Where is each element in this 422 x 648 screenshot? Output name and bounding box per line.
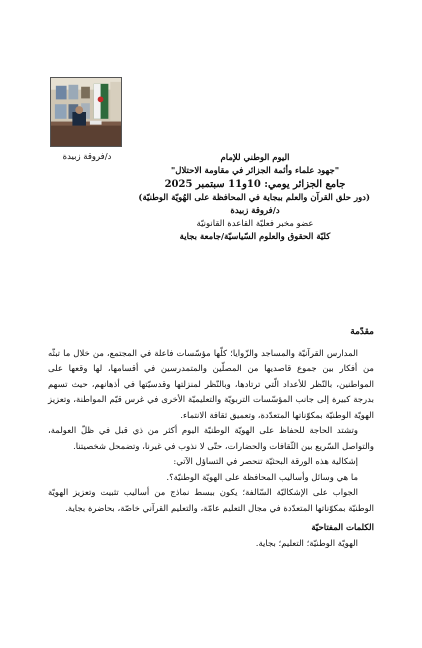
header-block	[140, 152, 370, 244]
intro-heading: مقدّمة	[350, 327, 374, 337]
conference-photo	[50, 77, 122, 147]
event-venue-date: جامع الجزائر يومي: 10و11 سبتمبر 2025	[164, 179, 346, 191]
keywords-heading: الكلمات المفتاحيّة	[311, 523, 374, 533]
paper-title: (دور حلق القرآن والعلم ببجاية في المحافظة على الهُويّة الوطنيّة)	[138, 192, 370, 203]
author-affiliation-faculty: كليّة الحقوق والعلوم السّياسيّة/جامعة بجاية	[179, 232, 331, 243]
author-affiliation-lab: عضو مخبر فعليّة القاعدة القانونيّة	[196, 219, 314, 230]
author-name: د/فروقة زبيدة	[230, 205, 280, 216]
keywords: الهويّة الوطنيّة؛ التعليم؛ بجاية.	[255, 538, 358, 549]
event-theme: "جهود علماء وأئمة الجزائر في مقاومة الاحتلال"	[170, 166, 340, 177]
research-question: ما هي وسائل وأساليب المحافظة على الهويّة الوطنيّة؟.	[166, 472, 358, 483]
photo-caption: د/فروقة زبيدة	[62, 152, 112, 162]
paragraph-need: وتشتد الحاجة للحفاظ على الهويّة الوطنيّة اليوم أكثر من ذي قبل في ظلّ العولمة، والتواصل السّريع بين الثّقافات والحضارات، حتّى لا نذوب في غيرنا، وتضمحل شخصيتنا.	[48, 426, 374, 452]
paragraph-answer: الجواب على الإشكاليّة السّالفة؛ يكون ببسط نماذج من أساليب تثبيت وتعزيز الهويّة الوطنيّة بمكوّناتها المتعدّدة في مجال التعليم عامّة، والتعليم القرآني خاصّة، بحاضرة بجاية.	[48, 488, 374, 514]
event-name: اليوم الوطني للإمام	[220, 153, 290, 163]
paragraph-problem: إشكالية هذه الورقة البحثيّة تنحصر في التساؤل الآتي:	[173, 457, 358, 467]
paper-body	[48, 325, 374, 552]
paragraph-intro: المدارس القرآنيّة والمساجد والزّوايا؛ كلّها مؤسّسات فاعلة في المجتمع، من خلال ما تبثّه من أفكار بين جموع قاصديها من المصلّين والمتمدرسين في أقسامها، لها وقعها على المواطنين، بالنّظر للأعداد الّتي ترتادها، وبالنّظر لمنزلتها وقدسيّتها في أذهانهم، حيث تسهم بدرجة كبيرة إلى جانب المؤسّسات التربويّة والتعليميّة الأخرى في غرس قيّم المواطنة، وتعزيز الهويّة الوطنيّة بمكوّناتها المتعدّدة، وتعميق ثقافة الانتماء.	[48, 348, 374, 421]
